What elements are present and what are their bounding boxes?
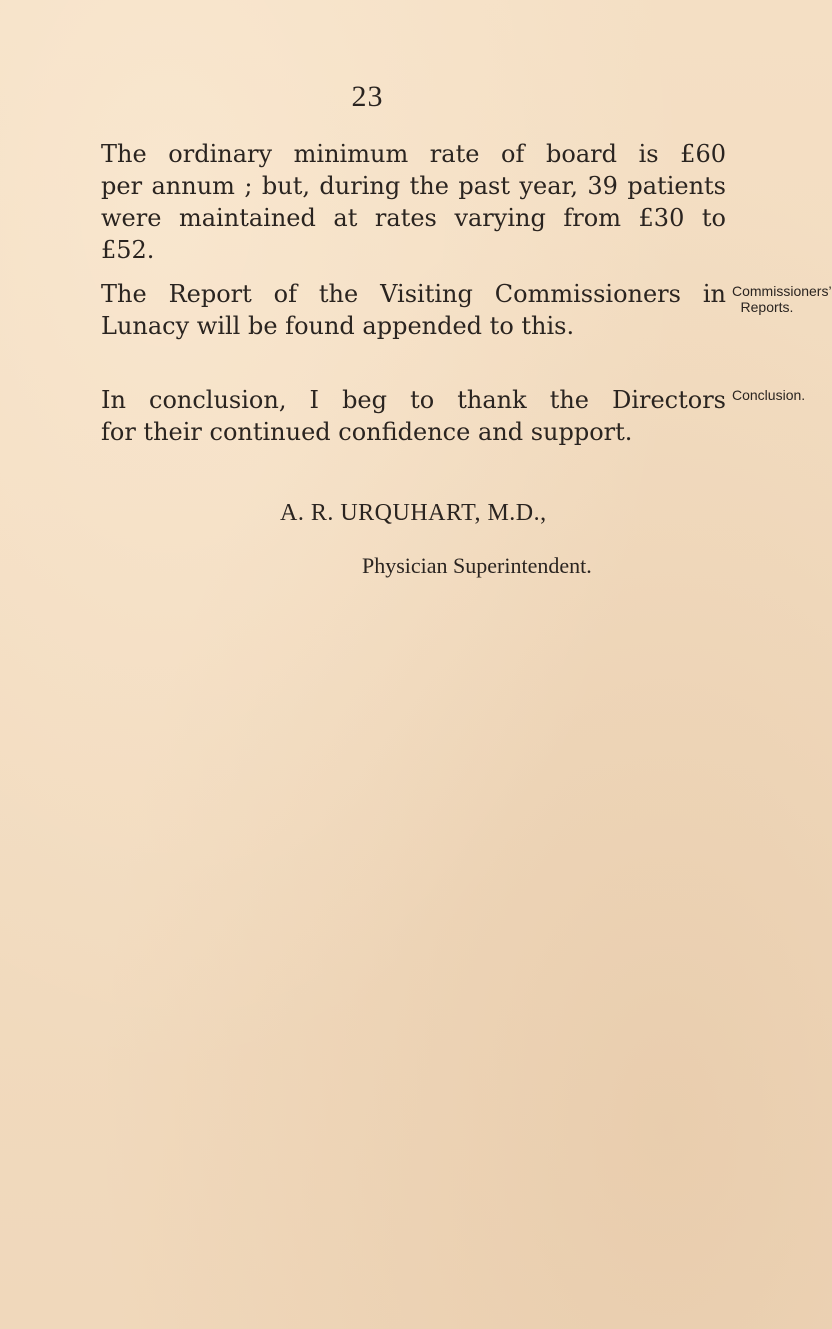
page-number: 23 — [351, 80, 384, 113]
signature-name: A. R. URQUHART, M.D., — [280, 500, 547, 526]
signature-title: Physician Superintendent. — [362, 553, 592, 578]
text-line: were maintained at rates varying from £30 to — [101, 204, 726, 232]
margin-note-line: Commissioners’ — [732, 283, 832, 299]
margin-note-conclusion — [732, 387, 805, 403]
text-line: Lunacy will be found appended to this. — [101, 312, 575, 340]
margin-note-line: Reports. — [740, 299, 794, 315]
paragraph-board-rates — [101, 138, 726, 266]
text-line: In conclusion, I beg to thank the Directors — [101, 386, 726, 414]
text-line: The Report of the Visiting Commissioners in — [101, 280, 726, 308]
paragraph-commissioners-report — [101, 278, 726, 342]
paragraph-conclusion — [101, 384, 726, 448]
margin-note-commissioners-reports — [732, 283, 832, 315]
text-line: per annum ; but, during the past year, 39 patients — [101, 172, 726, 200]
text-line: £52. — [101, 236, 155, 264]
text-line: for their continued confidence and support. — [101, 418, 633, 446]
margin-note-line: Conclusion. — [732, 387, 806, 403]
text-line: The ordinary minimum rate of board is £60 — [101, 140, 726, 168]
